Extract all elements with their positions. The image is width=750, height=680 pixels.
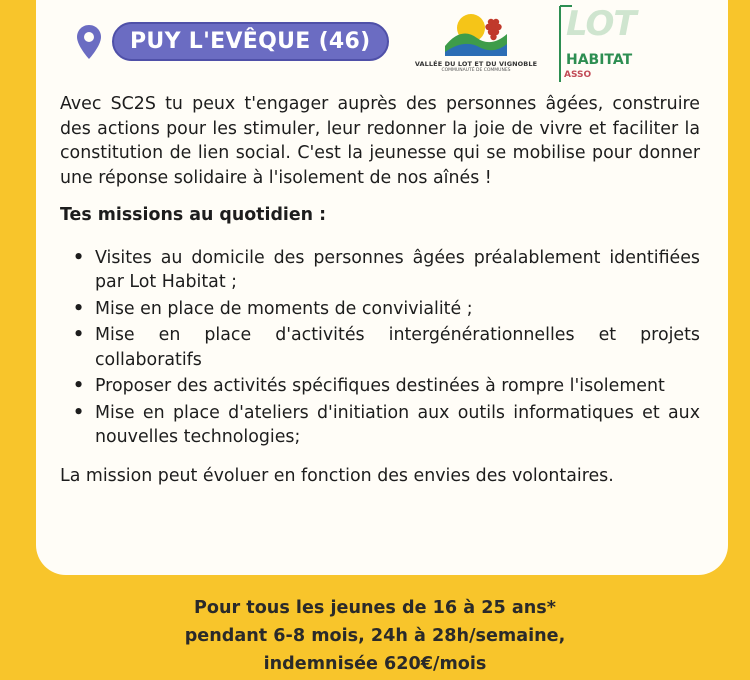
mission-item: • Mise en place de moments de convivialité ; — [95, 297, 700, 322]
mission-item: • Visites au domicile des personnes âgées préalablement identifiées par Lot Habitat ; — [95, 246, 700, 295]
vallee-du-lot-logo — [412, 8, 540, 80]
footer-line-duration: pendant 6-8 mois, 24h à 28h/semaine, — [184, 626, 566, 646]
mission-description — [60, 92, 700, 488]
location-header — [76, 22, 389, 61]
lot-logo-mark: LOT — [566, 4, 636, 44]
intro-paragraph: Avec SC2S tu peux t'engager auprès des personnes âgées, construire des actions pour les stimuler, leur redonner la joie de vivre et faciliter la constitution de lien social. C'est la jeunesse qui se mobilise pour donner une réponse solidaire à l'isolement de nos aînés ! — [60, 94, 700, 188]
footer-line-age: Pour tous les jeunes de 16 à 25 ans* — [194, 598, 556, 618]
outro-paragraph: La mission peut évoluer en fonction des envies des volontaires. — [60, 465, 614, 486]
location-badge: PUY L'EVÊQUE (46) — [112, 22, 389, 61]
mission-item: • Proposer des activités spécifiques destinées à rompre l'isolement — [95, 374, 700, 399]
mission-item: • Mise en place d'activités intergénérationnelles et projets collaboratifs — [95, 323, 700, 372]
mission-item: • Mise en place d'ateliers d'initiation aux outils informatiques et aux nouvelles technologies; — [95, 401, 700, 450]
footer-line-pay: indemnisée 620€/mois — [263, 654, 487, 674]
missions-list — [60, 246, 700, 450]
vallee-landscape-icon — [441, 8, 511, 56]
missions-heading: Tes missions au quotidien : — [60, 205, 327, 225]
location-pin-icon — [76, 24, 102, 60]
vallee-logo-subtitle: COMMUNAUTÉ DE COMMUNES — [441, 68, 511, 73]
vallee-logo-title: VALLÉE DU LOT ET DU VIGNOBLE — [414, 60, 538, 68]
asso-logo-text: ASSO — [564, 70, 592, 80]
habitat-logo-text: HABITAT — [566, 52, 633, 68]
eligibility-footer — [0, 594, 750, 678]
lot-habitat-logo — [556, 4, 636, 84]
